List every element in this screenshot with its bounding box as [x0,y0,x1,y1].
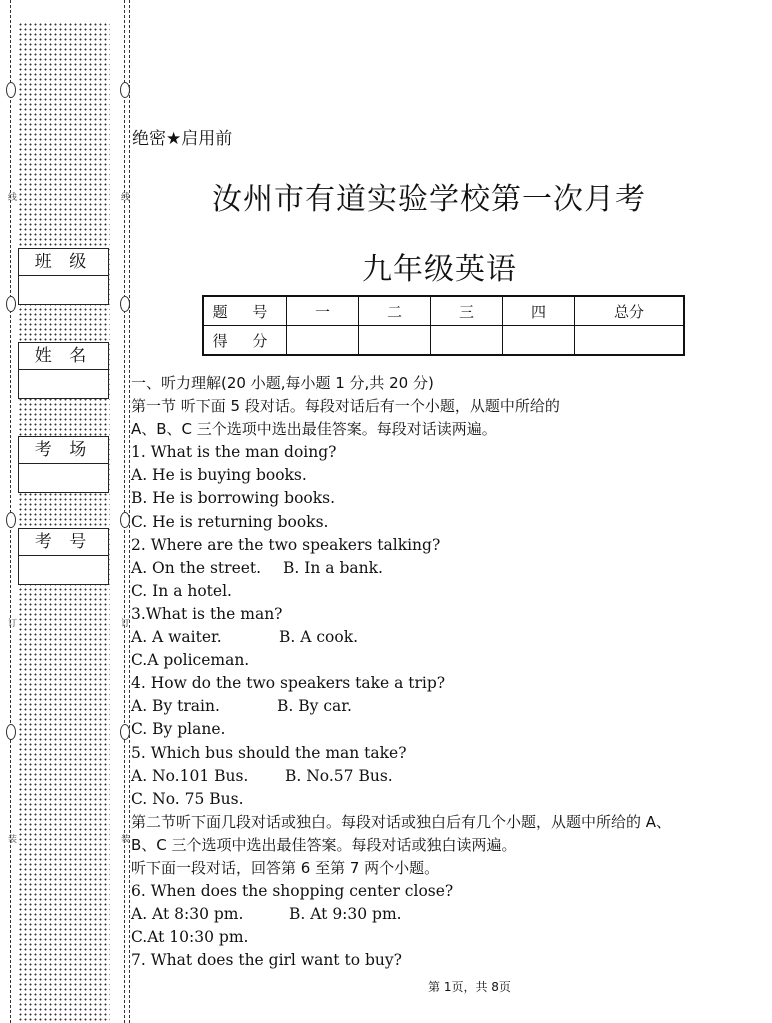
exam-number-field[interactable] [18,528,109,585]
answer-option: C. In a hotel. [131,581,232,600]
score-cell[interactable] [287,326,359,356]
part-instruction: 第一节 听下面 5 段对话。每段对话后有一个小题，从题中所给的 [131,397,560,416]
score-cell[interactable] [503,326,575,356]
cut-circle [120,512,130,528]
answer-option: B. In a bank. [283,558,383,577]
answer-option: B. He is borrowing books. [131,489,336,508]
cut-label-order: 订 [8,619,18,629]
question-stem: 6. When does the shopping center close? [131,882,454,901]
class-field[interactable] [18,248,109,305]
exam-room-blank[interactable] [19,464,108,492]
exam-title: 汝州市有道实验学校第一次月考 [212,182,646,217]
question-stem: 7. What does the girl want to buy? [131,951,402,970]
cut-circle [120,296,130,312]
section-three: 三 [431,296,503,326]
answer-option: B. A cook. [279,628,359,647]
cut-label-line: 线 [121,193,131,203]
question-stem: 5. Which bus should the man take? [131,743,407,762]
score-table-score-row [203,326,684,356]
answer-option-row [131,903,761,926]
page-footer: 第 1页，共 8页 [428,980,511,994]
question-stem: 1. What is the man doing? [131,443,337,462]
part-instruction: 听下面一段对话，回答第 6 至第 7 两个小题。 [131,858,440,877]
cut-label-line: 线 [8,193,18,203]
answer-option: C. By plane. [131,720,226,739]
answer-option: A. By train. [131,697,220,716]
answer-option: A. On the street. [131,558,262,577]
cut-label-order: 订 [121,619,131,629]
answer-option-row [131,695,761,718]
part-instruction: 第二节听下面几段对话或独白。每段对话或独白后有几个小题，从题中所给的 A、 [131,812,672,831]
section-one: 一 [287,296,359,326]
answer-option: A. At 8:30 pm. [131,905,244,924]
answer-option: A. He is buying books. [131,466,307,485]
fold-line-right-2 [129,0,130,1023]
answer-option: A. A waiter. [131,628,222,647]
name-label: 姓 名 [19,343,108,370]
cut-circle [6,724,16,740]
question-number-label: 题 号 [203,296,287,326]
answer-option-row [131,626,761,649]
question-stem: 3.What is the man? [131,604,283,623]
confidential-mark: 绝密★启用前 [132,129,233,149]
cut-label-bind: 装 [8,835,18,845]
name-blank[interactable] [19,370,108,398]
question-stem: 4. How do the two speakers take a trip? [131,674,446,693]
part-instruction: B、C 三个选项中选出最佳答案。每段对话或独白读两遍。 [131,835,517,854]
cut-circle [120,724,130,740]
name-field[interactable] [18,342,109,399]
answer-option: C. He is returning books. [131,512,329,531]
cut-circle [6,82,16,98]
question-stem: 2. Where are the two speakers talking? [131,535,441,554]
total-score-label: 总分 [575,296,685,326]
score-table-header-row [203,296,684,326]
exam-number-label: 考 号 [19,529,108,556]
binding-margin [18,22,110,1023]
cut-circle [6,512,16,528]
answer-option: B. By car. [277,697,352,716]
score-cell-total[interactable] [575,326,685,356]
answer-option: C. No. 75 Bus. [131,789,244,808]
answer-option: B. At 9:30 pm. [289,905,402,924]
score-cell[interactable] [431,326,503,356]
cut-circle [120,82,130,98]
answer-option-row [131,765,761,788]
exam-number-blank[interactable] [19,556,108,584]
cut-label-bind: 装 [121,835,131,845]
answer-option: B. No.57 Bus. [285,766,393,785]
answer-option: C.A policeman. [131,651,250,670]
part-instruction: A、B、C 三个选项中选出最佳答案。每段对话读两遍。 [131,420,497,439]
answer-option-row [131,557,761,580]
answer-option: A. No.101 Bus. [131,766,249,785]
score-table [202,295,685,356]
exam-subtitle: 九年级英语 [362,252,517,287]
answer-option: C.At 10:30 pm. [131,928,249,947]
class-blank[interactable] [19,276,108,304]
score-label: 得 分 [203,326,287,356]
section-four: 四 [503,296,575,326]
exam-room-field[interactable] [18,436,109,493]
score-cell[interactable] [359,326,431,356]
class-label: 班 级 [19,249,108,276]
section-two: 二 [359,296,431,326]
question-body [131,372,761,972]
cut-circle [6,296,16,312]
exam-room-label: 考 场 [19,437,108,464]
section-heading: 一、听力理解(20 小题,每小题 1 分,共 20 分) [131,374,434,392]
